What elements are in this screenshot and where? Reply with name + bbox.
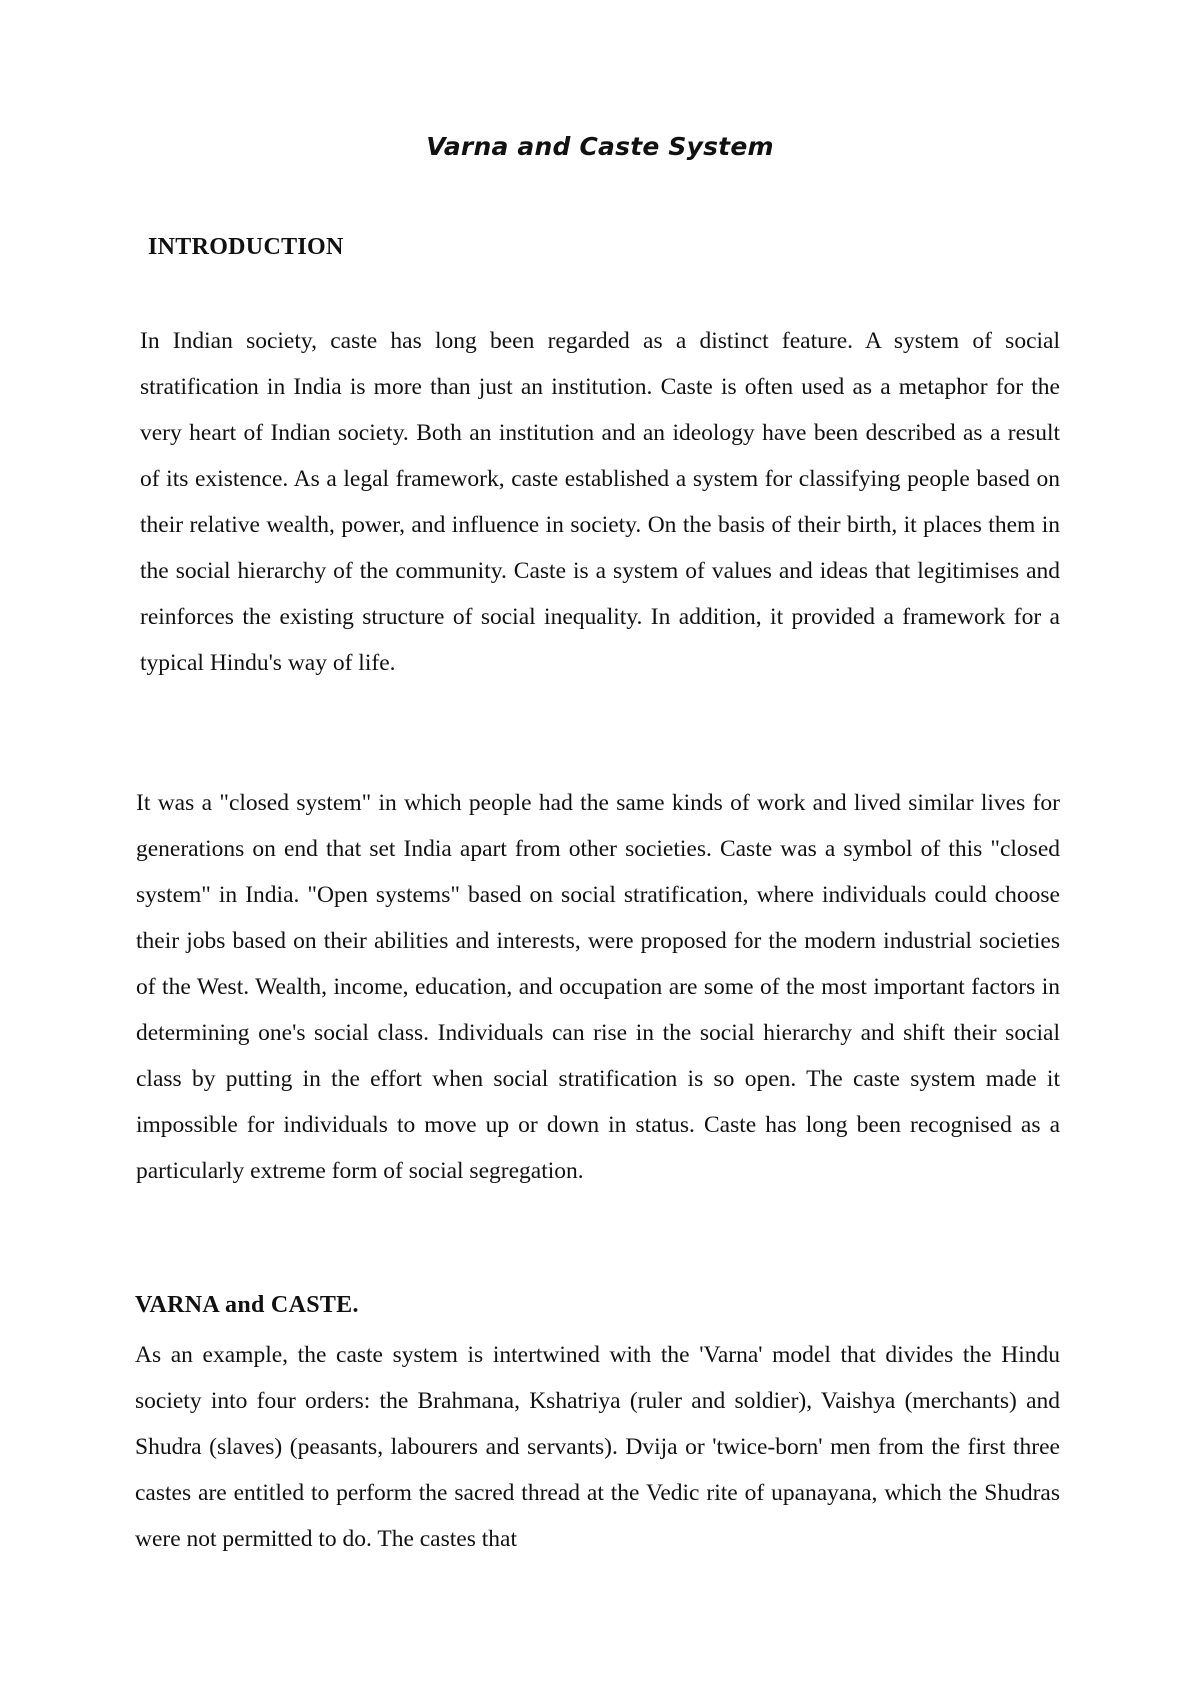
paragraph-introduction-1: In Indian society, caste has long been regarded as a distinct feature. A system of social stratification in India is more than just an institution. Caste is often used as a metaphor for the very heart of Indian society. Both an institution and an ideology have been described as a result of its existence. As a legal framework, caste established a system for classifying people based on their relative wealth, power, and influence in society. On the basis of their birth, it places them in the social hierarchy of the community. Caste is a system of values and ideas that legitimises and reinforces the existing structure of social inequality. In addition, it provided a framework for a typical Hindu's way of life. [140,328,1060,676]
paragraph-varna-and-caste-1: As an example, the caste system is intertwined with the 'Varna' model that divides the Hindu society into four orders: the Brahmana, Kshatriya (ruler and soldier), Vaishya (merchants) and Shudra (slaves) (peasants, labourers and servants). Dvija or 'twice-born' men from the first three castes are entitled to perform the sacred thread at the Vedic rite of upanayana, which the Shudras were not permitted to do. The castes that [135,1342,1060,1552]
paragraph-introduction-2: It was a "closed system" in which people had the same kinds of work and lived similar lives for generations on end that set India apart from other societies. Caste was a symbol of this "closed system" in India. "Open systems" based on social stratification, where individuals could choose their jobs based on their abilities and interests, were proposed for the modern industrial societies of the West. Wealth, income, education, and occupation are some of the most important factors in determining one's social class. Individuals can rise in the social hierarchy and shift their social class by putting in the effort when social stratification is so open. The caste system made it impossible for individuals to move up or down in status. Caste has long been recognised as a particularly extreme form of social segregation. [136,790,1060,1184]
section-heading-varna-and-caste: VARNA and CASTE. [135,1292,359,1318]
document-title: Varna and Caste System [426,132,774,161]
section-heading-introduction: INTRODUCTION [148,234,344,260]
